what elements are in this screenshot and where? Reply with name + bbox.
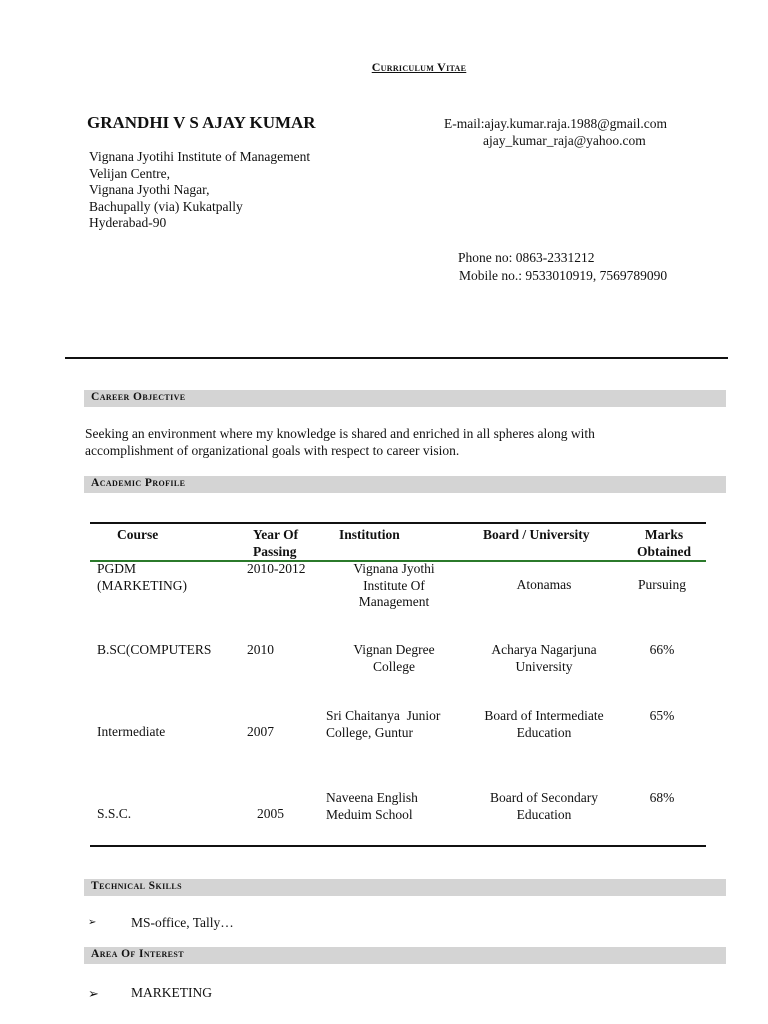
column-header-year <box>253 526 298 560</box>
table-cell-board: Atonamas <box>516 577 572 592</box>
table-cell-institution <box>330 561 458 611</box>
section-career-objective <box>84 390 726 407</box>
phone-number: Phone no: 0863-2331212 <box>458 250 595 265</box>
table-cell-year: 2007 <box>247 724 274 739</box>
objective-line: accomplishment of organizational goals with respect to career vision. <box>85 442 460 458</box>
section-heading: Technical Skills <box>91 880 182 892</box>
arrow-bullet-icon: ➢ <box>88 917 97 928</box>
column-header-institution: Institution <box>339 527 400 542</box>
cell-line: (MARKETING) <box>97 577 187 593</box>
objective-text <box>85 426 725 459</box>
cell-line: Sri Chaitanya Junior <box>326 708 441 723</box>
table-top-rule <box>90 522 706 524</box>
cell-line: College, Guntur <box>326 724 413 740</box>
arrow-bullet-icon: ➢ <box>88 986 99 1001</box>
table-cell-year: 2005 <box>257 806 284 821</box>
table-cell-course: B.SC(COMPUTERS <box>97 642 212 657</box>
cell-line: Board of Intermediate <box>484 708 604 723</box>
postal-address <box>89 149 310 232</box>
address-line: Hyderabad-90 <box>89 215 167 230</box>
table-bottom-rule <box>90 845 706 847</box>
header-line: Year Of <box>253 527 299 542</box>
cell-line: Vignana Jyothi <box>353 561 435 576</box>
table-cell-board <box>474 642 614 675</box>
interest-item: MARKETING <box>131 985 212 1000</box>
section-academic-profile <box>84 476 726 493</box>
section-heading: Career Objective <box>91 391 186 403</box>
header-line: Passing <box>253 544 297 559</box>
section-technical-skills <box>84 879 726 896</box>
cell-line: Acharya Nagarjuna <box>491 642 597 657</box>
cell-line: Institute Of <box>363 577 425 593</box>
skill-item: MS-office, Tally… <box>131 915 234 930</box>
table-cell-board <box>474 790 614 823</box>
table-cell-year: 2010 <box>247 642 274 657</box>
document-title: Curriculum Vitae <box>371 60 467 74</box>
address-line: Bachupally (via) Kukatpally <box>89 198 243 214</box>
cell-line: Naveena English <box>326 790 418 805</box>
primary-email: E-mail:ajay.kumar.raja.1988@gmail.com <box>444 116 667 131</box>
table-cell-course: S.S.C. <box>97 806 132 821</box>
cell-line: Meduim School <box>326 806 413 822</box>
column-header-marks <box>622 526 706 560</box>
table-cell-marks: 66% <box>649 642 675 657</box>
table-cell-institution <box>330 642 458 675</box>
table-cell-course <box>97 561 187 594</box>
column-header-board: Board / University <box>483 527 590 542</box>
table-cell-course: Intermediate <box>97 724 166 739</box>
section-area-of-interest <box>84 947 726 964</box>
cell-line: Management <box>358 594 430 609</box>
cell-line: Education <box>516 724 572 740</box>
header-line: Obtained <box>636 544 691 559</box>
cell-line: Board of Secondary <box>490 790 598 805</box>
table-cell-marks: 65% <box>649 708 675 723</box>
header-line: Marks <box>644 527 684 542</box>
section-heading: Academic Profile <box>91 477 186 489</box>
table-cell-institution <box>326 708 440 741</box>
address-line: Vignana Jyotihi Institute of Management <box>89 149 311 164</box>
secondary-email: ajay_kumar_raja@yahoo.com <box>483 133 646 148</box>
table-cell-year: 2010-2012 <box>247 561 306 576</box>
table-cell-board <box>474 708 614 741</box>
table-cell-marks: 68% <box>649 790 675 805</box>
column-header-course: Course <box>117 527 159 542</box>
cell-line: PGDM <box>97 561 137 576</box>
cell-line: Education <box>516 806 572 822</box>
table-cell-institution <box>326 790 418 823</box>
mobile-number: Mobile no.: 9533010919, 7569789090 <box>459 268 668 283</box>
address-line: Vignana Jyothi Nagar, <box>89 182 210 197</box>
cell-line: College <box>373 658 415 674</box>
address-line: Velijan Centre, <box>89 165 170 181</box>
section-heading: Area Of Interest <box>91 948 185 960</box>
objective-line: Seeking an environment where my knowledge is shared and enriched in all spheres along with <box>85 426 595 441</box>
header-divider <box>65 357 728 359</box>
table-cell-marks: Pursuing <box>637 577 686 592</box>
cell-line: University <box>515 658 573 674</box>
candidate-name: GRANDHI V S AJAY KUMAR <box>87 113 316 132</box>
cell-line: Vignan Degree <box>353 642 435 657</box>
